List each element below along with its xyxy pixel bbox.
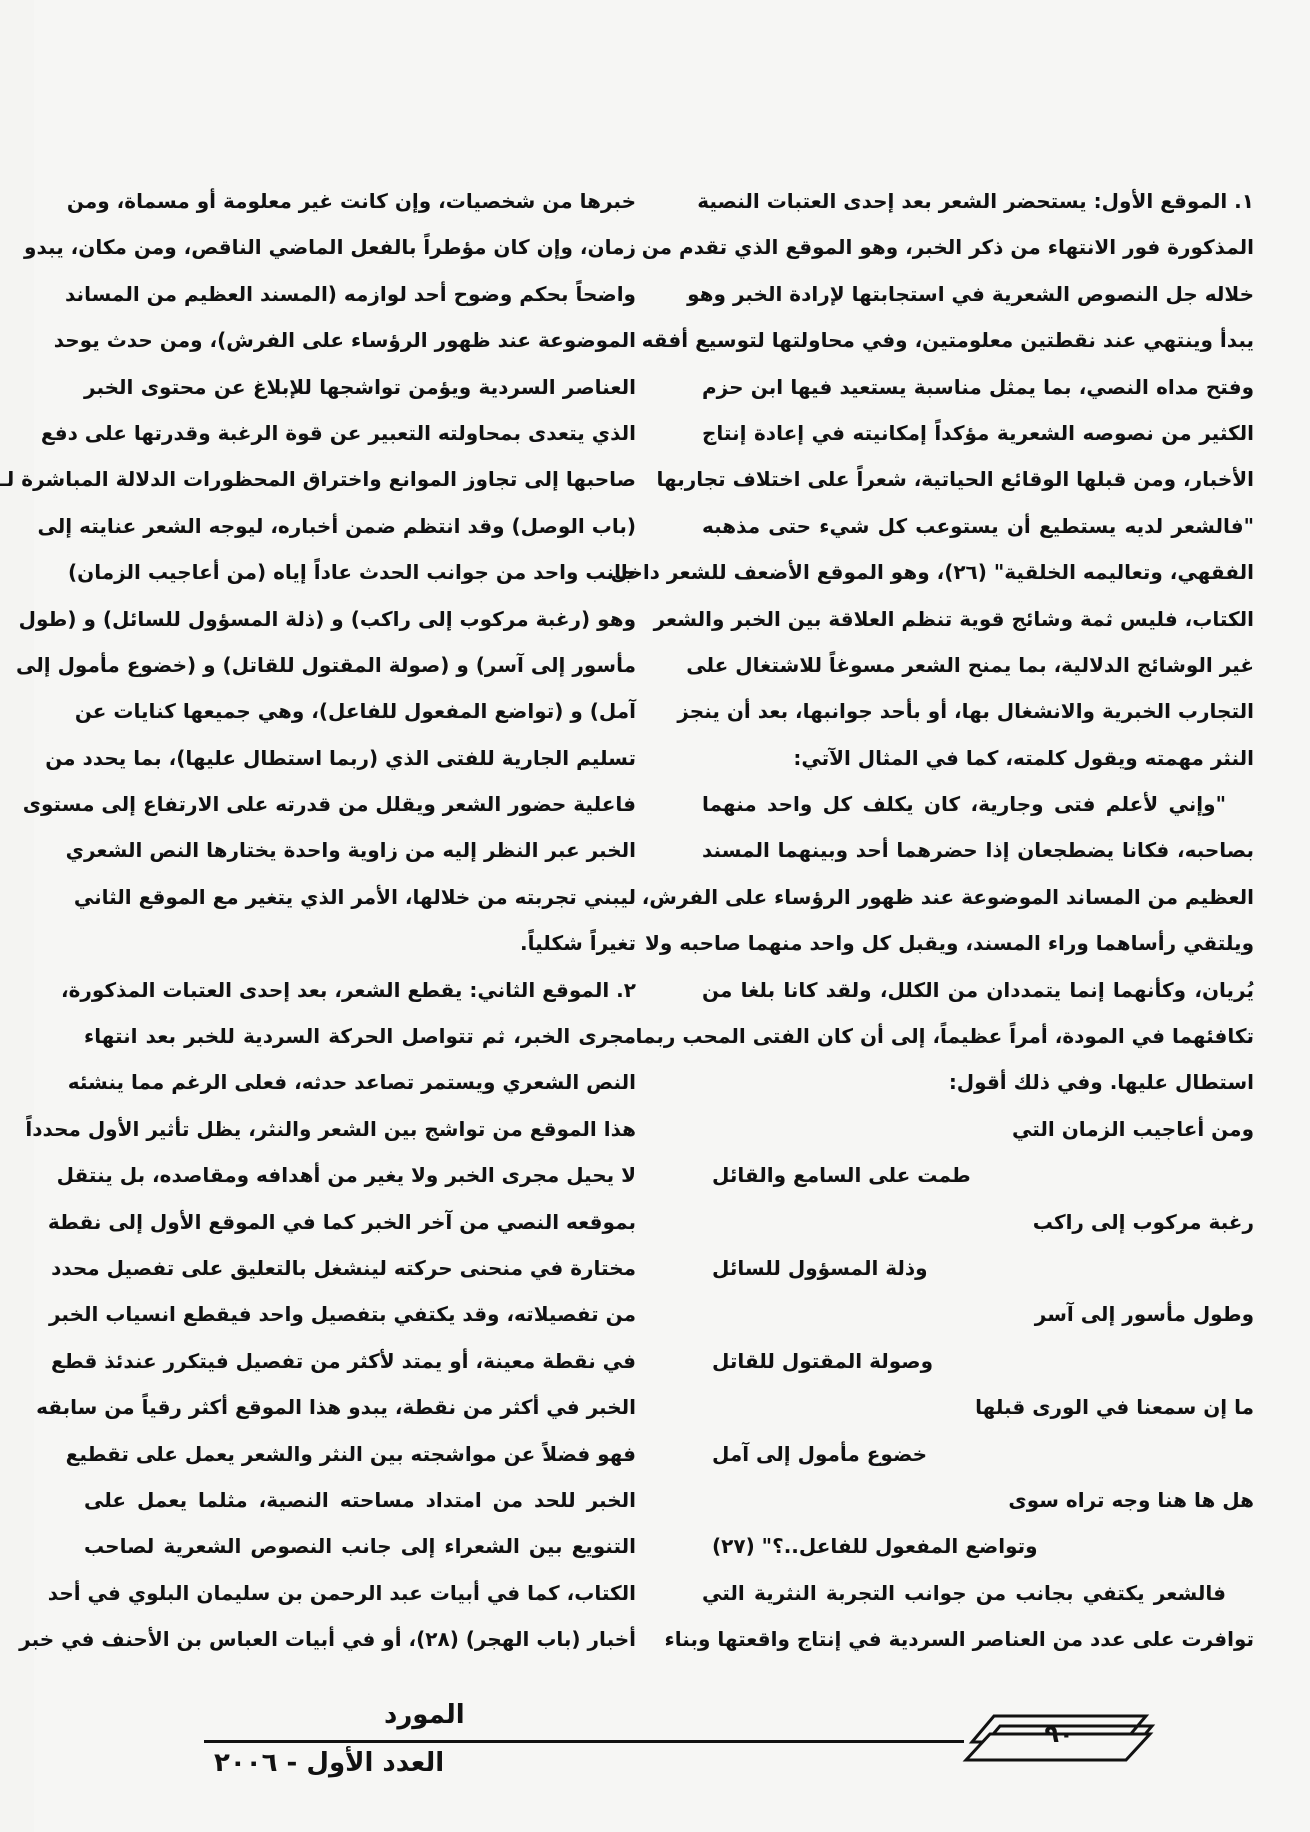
text-line: تسليم الجارية للفتى الذي (ربما استطال عليها)، بما يحدد من <box>45 745 636 770</box>
verse-first-hemistich: رغبة مركوب إلى راكب <box>1032 1209 1254 1234</box>
verse-first-hemistich: ومن أعاجيب الزمان التي <box>1011 1116 1254 1141</box>
text-line: لا يحيل مجرى الخبر ولا يغير من أهدافه ومقاصده، بل ينتقل <box>56 1163 636 1188</box>
text-line: ويلتقي رأساهما وراء المسند، ويقبل كل واحد منهما صاحبه ولا <box>645 931 1254 956</box>
right-column <box>610 178 1254 1663</box>
text-line: بصاحبه، فكانا يضطجعان إذا حضرهما أحد وبينهما المسند <box>702 838 1254 863</box>
text-line: النثر مهمته ويقول كلمته، كما في المثال الآتي: <box>793 745 1254 770</box>
text-line: مجرى الخبر، ثم تتواصل الحركة السردية للخبر بعد انتهاء <box>84 1024 636 1049</box>
text-line: بموقعه النصي من آخر الخبر كما في الموقع الأول إلى نقطة <box>47 1209 636 1234</box>
text-line: الكتاب، فليس ثمة وشائج قوية تنظم العلاقة بين الخبر والشعر <box>653 606 1254 631</box>
text-line: العظيم من المساند الموضوعة عند ظهور الرؤساء على الفرش، <box>641 884 1254 909</box>
journal-name: المورد <box>384 1700 465 1730</box>
text-line: الذي يتعدى بمحاولته التعبير عن قوة الرغبة وقدرتها على دفع <box>40 420 636 445</box>
text-line: الخبر عبر النظر إليه من زاوية واحدة يختارها النص الشعري <box>65 838 636 863</box>
page-number: ٩٠ <box>1044 1720 1074 1748</box>
text-line: الخبر في أكثر من نقطة، يبدو هذا الموقع أكثر رقياً من سابقه <box>36 1395 636 1420</box>
text-line: استطال عليها. وفي ذلك أقول: <box>948 1070 1254 1095</box>
text-line: "وإني لأعلم فتى وجارية، كان يكلف كل واحد منهما <box>702 792 1226 817</box>
verse-second-hemistich: وتواضع المفعول للفاعل..؟" (٢٧) <box>712 1534 1038 1559</box>
text-line: المذكورة فور الانتهاء من ذكر الخبر، وهو الموقع الذي تقدم من <box>641 235 1254 260</box>
text-line: العناصر السردية ويؤمن تواشجها للإبلاغ عن محتوى الخبر <box>84 374 636 399</box>
text-line: الخبر للحد من امتداد مساحته النصية، مثلما يعمل على <box>84 1487 636 1512</box>
verse-second-hemistich: طمت على السامع والقائل <box>712 1163 971 1188</box>
text-line: الكثير من نصوصه الشعرية مؤكداً إمكانيته في إعادة إنتاج <box>702 420 1254 445</box>
verse-second-hemistich: خضوع مأمول إلى آمل <box>712 1441 928 1466</box>
text-line: خبرها من شخصيات، وإن كانت غير معلومة أو مسماة، ومن <box>66 189 636 213</box>
text-line: النص الشعري ويستمر تصاعد حدثه، فعلى الرغم مما ينشئه <box>67 1070 636 1095</box>
page-number-badge <box>964 1712 1154 1762</box>
text-line: مختارة في منحنى حركته لينشغل بالتعليق على تفصيل محدد <box>51 1255 636 1280</box>
text-line: جانب واحد من جوانب الحدث عاداً إياه (من أعاجيب الزمان) <box>67 560 636 585</box>
text-line: صاحبها إلى تجاوز الموانع واختراق المحظورات الدلالة المباشرة لـ <box>0 467 636 492</box>
text-line: وفتح مداه النصي، بما يمثل مناسبة يستعيد فيها ابن حزم <box>702 374 1254 399</box>
issue-label: العدد الأول - ٢٠٠٦ <box>214 1748 445 1778</box>
verse-second-hemistich: وصولة المقتول للقاتل <box>712 1348 934 1373</box>
page-footer <box>204 1700 1154 1810</box>
text-line: أخبار (باب الهجر) (٢٨)، أو في أبيات العباس بن الأحنف في خبر <box>19 1627 636 1652</box>
text-line: فالشعر يكتفي بجانب من جوانب التجربة النثرية التي <box>702 1580 1226 1605</box>
text-line: آمل) و (تواضع المفعول للفاعل)، وهي جميعها كنايات عن <box>74 699 636 724</box>
text-line: هذا الموقع من تواشج بين الشعر والنثر، يظل تأثير الأول محدداً <box>25 1116 636 1141</box>
text-line: فهو فضلاً عن مواشجته بين النثر والشعر يعمل على تقطيع <box>65 1441 636 1466</box>
text-line: الموضوعة عند ظهور الرؤساء على الفرش)، ومن حدث يوحد <box>53 328 636 353</box>
text-line: تكافئهما في المودة، أمراً عظيماً، إلى أن كان الفتى المحب ربما <box>635 1024 1254 1049</box>
text-line: ٢. الموقع الثاني: يقطع الشعر، بعد إحدى العتبات المذكورة، <box>61 977 636 1002</box>
text-line: التنويع بين الشعراء إلى جانب النصوص الشعرية لصاحب <box>84 1534 636 1559</box>
text-line: ليبني تجربته من خلالها، الأمر الذي يتغير مع الموقع الثاني <box>73 884 636 909</box>
text-line: تغيراً شكلياً. <box>520 931 636 956</box>
text-line: "فالشعر لديه يستطيع أن يستوعب كل شيء حتى مذهبه <box>702 513 1254 538</box>
text-line: مأسور إلى آسر) و (صولة المقتول للقاتل) و (خضوع مأمول إلى <box>16 652 636 677</box>
text-line: من تفصيلاته، وقد يكتفي بتفصيل واحد فيقطع انسياب الخبر <box>48 1302 636 1327</box>
verse-first-hemistich: وطول مأسور إلى آسر <box>1034 1302 1254 1327</box>
footer-rule <box>204 1740 964 1743</box>
verse-first-hemistich: هل ها هنا وجه تراه سوى <box>1008 1487 1254 1512</box>
verse-first-hemistich: ما إن سمعنا في الورى قبلها <box>975 1395 1254 1420</box>
text-line: ١. الموقع الأول: يستحضر الشعر بعد إحدى العتبات النصية <box>697 189 1254 213</box>
text-line: يُريان، وكأنهما إنما يتمددان من الكلل، ولقد كانا بلغا من <box>702 977 1254 1002</box>
text-line: وهو (رغبة مركوب إلى راكب) و (ذلة المسؤول للسائل) و (طول <box>18 606 636 631</box>
text-line: خلاله جل النصوص الشعرية في استجابتها لإرادة الخبر وهو <box>687 281 1254 306</box>
text-line: الكتاب، كما في أبيات عبد الرحمن بن سليمان البلوي في أحد <box>47 1580 636 1605</box>
text-line: زمان، وإن كان مؤطراً بالفعل الماضي الناقص، ومن مكان، يبدو <box>24 235 636 260</box>
text-line: فاعلية حضور الشعر ويقلل من قدرته على الارتفاع إلى مستوى <box>22 792 636 817</box>
text-line: في نقطة معينة، أو يمتد لأكثر من تفصيل فيتكرر عندئذ قطع <box>51 1348 636 1373</box>
text-line: توافرت على عدد من العناصر السردية في إنتاج واقعتها وبناء <box>664 1627 1254 1652</box>
verse-second-hemistich: وذلة المسؤول للسائل <box>712 1255 928 1280</box>
text-line: الفقهي، وتعاليمه الخلقية" (٢٦)، وهو الموقع الأضعف للشعر داخل <box>610 560 1254 585</box>
text-line: واضحاً بحكم وضوح أحد لوازمه (المسند العظيم من المساند <box>65 281 636 306</box>
text-line: التجارب الخبرية والانشغال بها، أو بأحد جوانبها، بعد أن ينجز <box>677 699 1254 724</box>
text-line: غير الوشائج الدلالية، بما يمنح الشعر مسوغاً للاشتغال على <box>686 652 1254 677</box>
text-line: (باب الوصل) وقد انتظم ضمن أخباره، ليوجه الشعر عنايته إلى <box>37 513 636 538</box>
left-column <box>0 178 636 1663</box>
text-line: الأخبار، ومن قبلها الوقائع الحياتية، شعراً على اختلاف تجاربها <box>656 467 1254 492</box>
text-line: يبدأ وينتهي عند نقطتين معلومتين، وفي محاولتها لتوسيع أفقه <box>641 328 1254 353</box>
